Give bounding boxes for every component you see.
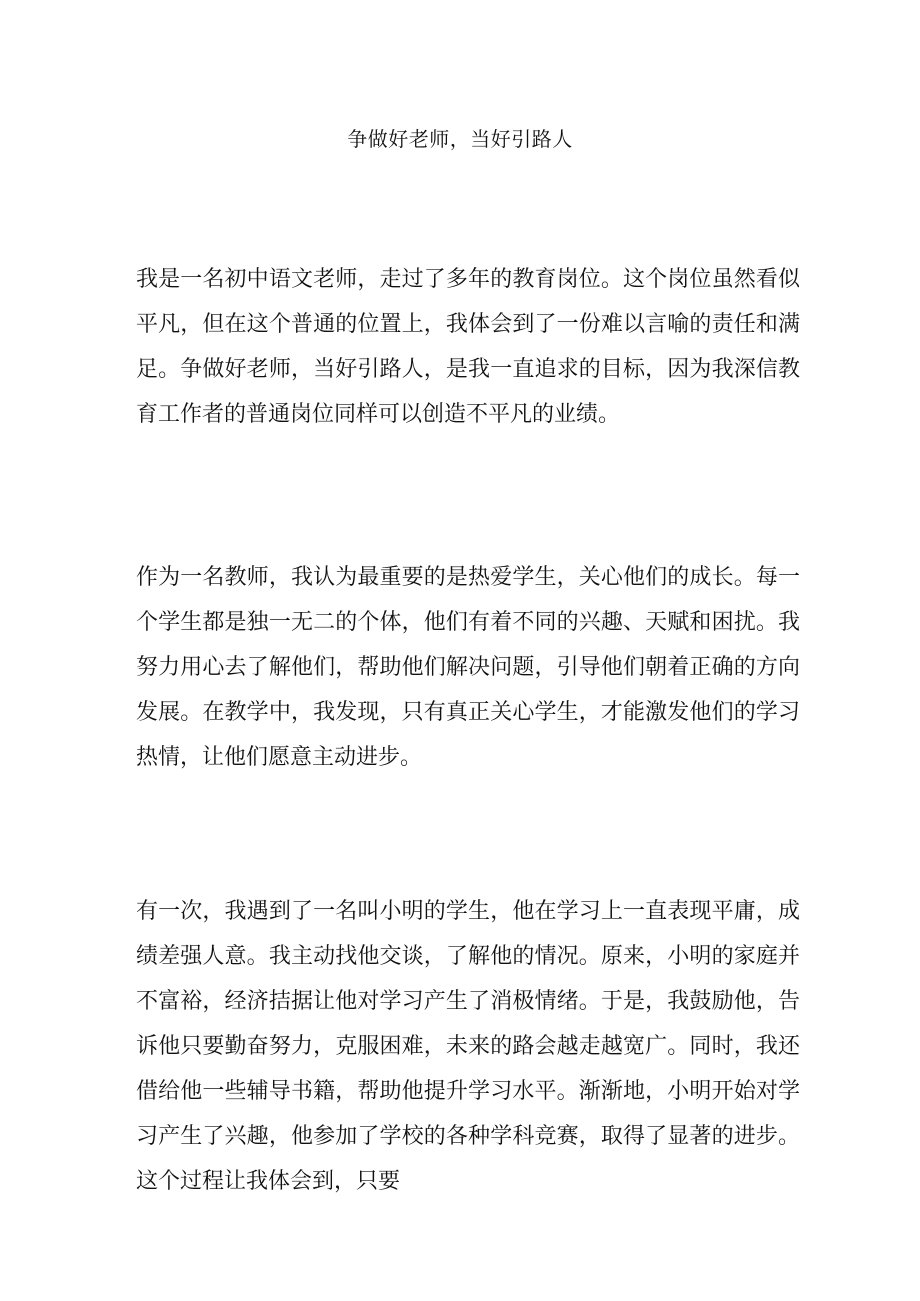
paragraph-xiaoming-story: 有一次，我遇到了一名叫小明的学生，他在学习上一直表现平庸，成绩差强人意。我主动找他交谈，了解他的情况。原来，小明的家庭并不富裕，经济拮据让他对学习产生了消极情绪。于是，我鼓励他，告诉他只要勤奋努力，克服困难，未来的路会越走越宽广。同时，我还借给他一些辅导书籍，帮助他提升学习水平。渐渐地，小明开始对学习产生了兴趣，他参加了学校的各种学科竞赛，取得了显著的进步。这个过程让我体会到，只要 — [136, 899, 800, 1194]
paragraph-love-students: 作为一名教师，我认为最重要的是热爱学生，关心他们的成长。每一个学生都是独一无二的个体，他们有着不同的兴趣、天赋和困扰。我努力用心去了解他们，帮助他们解决问题，引导他们朝着正确的方向发展。在教学中，我发现，只有真正关心学生，才能激发他们的学习热情，让他们愿意主动进步。 — [136, 565, 800, 770]
document-title: 争做好老师，当好引路人 — [347, 127, 573, 151]
paragraph-intro: 我是一名初中语文老师，走过了多年的教育岗位。这个岗位虽然看似平凡，但在这个普通的位置上，我体会到了一份难以言喻的责任和满足。争做好老师，当好引路人，是我一直追求的目标，因为我深信教育工作者的普通岗位同样可以创造不平凡的业绩。 — [136, 267, 800, 427]
